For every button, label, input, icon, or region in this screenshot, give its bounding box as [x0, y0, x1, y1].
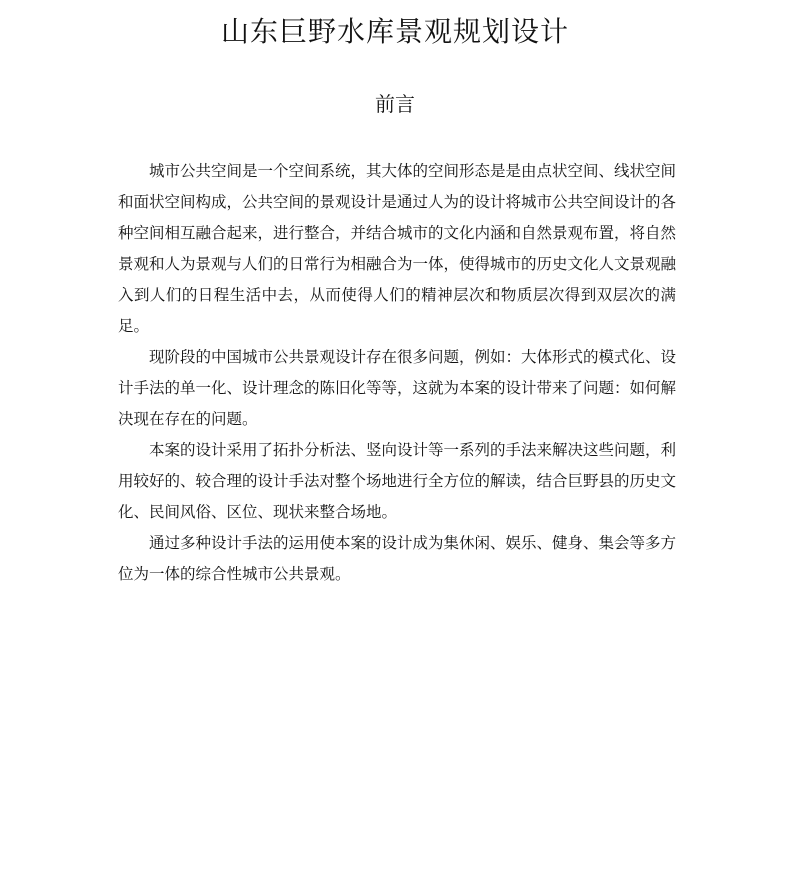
paragraph: 现阶段的中国城市公共景观设计存在很多问题，例如：大体形式的模式化、设计手法的单一化、设计理念的陈旧化等等，这就为本案的设计带来了问题：如何解决现在存在的问题。	[118, 348, 677, 428]
paragraph: 城市公共空间是一个空间系统，其大体的空间形态是是由点状空间、线状空间和面状空间构成，公共空间的景观设计是通过人为的设计将城市公共空间设计的各种空间相互融合起来，进行整合，并结合城市的文化内涵和自然景观布置，将自然景观和人为景观与人们的日常行为相融合为一体，使得城市的历史文化人文景观融入到人们的日程生活中去，从而使得人们的精神层次和物质层次得到双层次的满足。	[118, 162, 677, 335]
document-body	[118, 156, 676, 590]
document-title: 山东巨野水库景观规划设计	[220, 15, 569, 48]
section-title-preface: 前言	[375, 92, 415, 116]
paragraph: 通过多种设计手法的运用使本案的设计成为集休闲、娱乐、健身、集会等多方位为一体的综合性城市公共景观。	[118, 534, 677, 583]
paragraph: 本案的设计采用了拓扑分析法、竖向设计等一系列的手法来解决这些问题，利用较好的、较合理的设计手法对整个场地进行全方位的解读，结合巨野县的历史文化、民间风俗、区位、现状来整合场地。	[118, 441, 677, 521]
